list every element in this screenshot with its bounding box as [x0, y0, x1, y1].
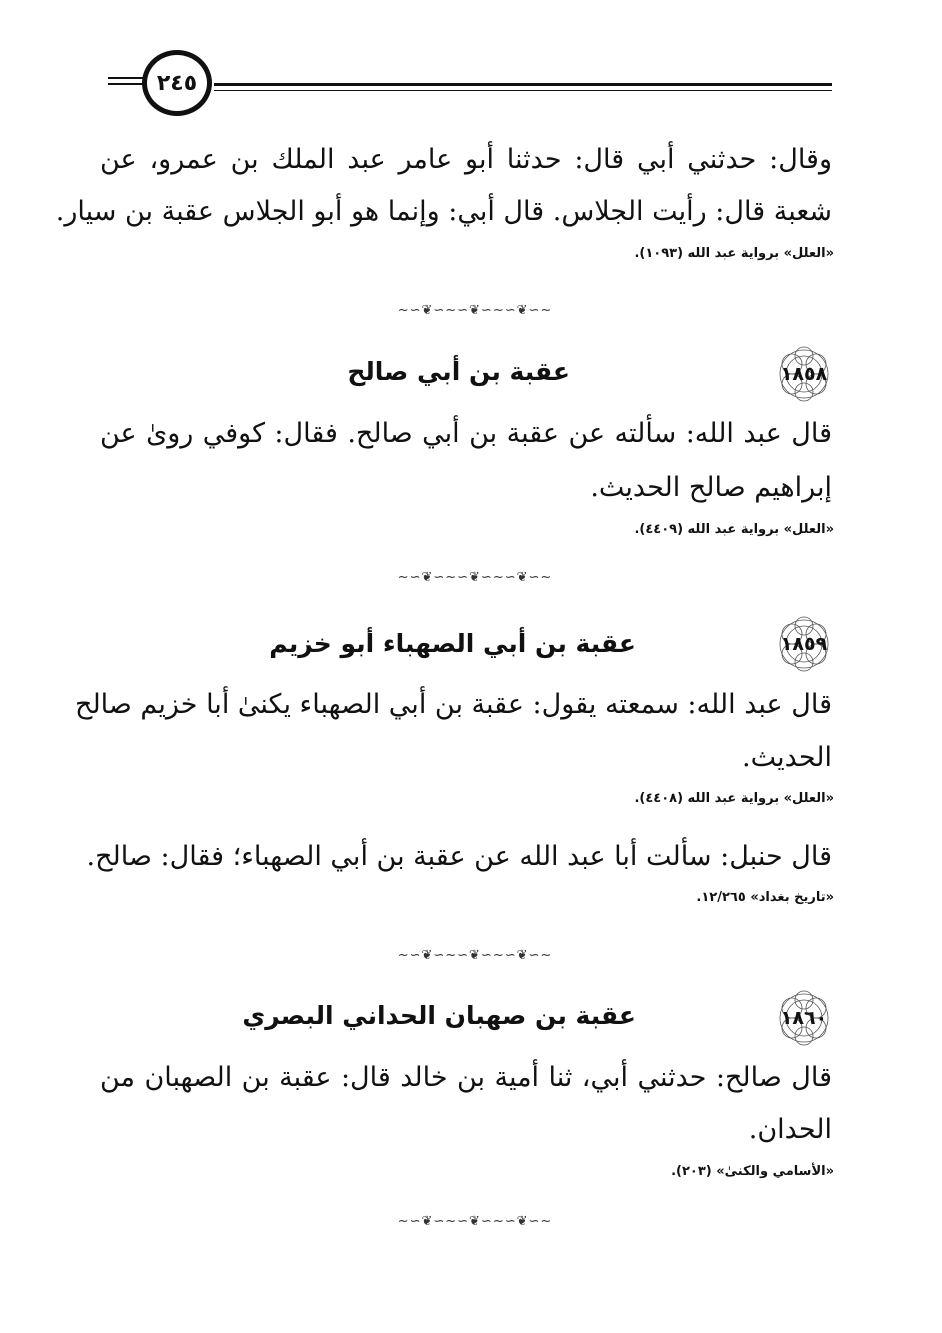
text-line: إبراهيم صالح الحديث. — [590, 472, 832, 503]
entry-number-badge — [768, 346, 840, 402]
ornament-divider: ~∽❦∽~∽❦∽~∽❦∽~ — [397, 948, 553, 963]
entry-number: ١٨٦٠ — [780, 1007, 828, 1029]
entry-number-badge — [768, 616, 840, 672]
reference-citation: «العلل» برواية عبد الله (١٠٩٣). — [634, 246, 834, 261]
page-number: ٢٤٥ — [142, 50, 212, 116]
text-line: الحدان. — [748, 1114, 832, 1145]
text-line: قال عبد الله: سمعته يقول: عقبة بن أبي الصهباء يكنىٰ أبا خزيم صالح — [75, 689, 832, 720]
reference-citation: «تاريخ بغداد» ١٢/٢٦٥. — [696, 890, 834, 905]
text-line: وقال: حدثني أبي قال: حدثنا أبو عامر عبد الملك بن عمرو، عن — [100, 144, 832, 175]
reference-citation: «العلل» برواية عبد الله (٤٤٠٨). — [634, 791, 834, 806]
reference-citation: «الأسامي والكنىٰ» (٢٠٣). — [671, 1164, 834, 1179]
text-line: شعبة قال: رأيت الجلاس. قال أبي: وإنما هو أبو الجلاس عقبة بن سيار. — [55, 196, 832, 227]
ornament-divider: ~∽❦∽~∽❦∽~∽❦∽~ — [397, 303, 553, 318]
entry-number: ١٨٥٨ — [780, 363, 828, 385]
reference-citation: «العلل» برواية عبد الله (٤٤٠٩). — [634, 522, 834, 537]
entry-number: ١٨٥٩ — [780, 633, 828, 655]
header-rule-right — [214, 83, 832, 86]
header-rule-right — [214, 90, 832, 91]
entry-title: عقبة بن أبي الصهباء أبو خزيم — [269, 629, 636, 658]
ornament-divider: ~∽❦∽~∽❦∽~∽❦∽~ — [397, 570, 553, 585]
ornament-divider: ~∽❦∽~∽❦∽~∽❦∽~ — [397, 1214, 553, 1229]
text-line: قال حنبل: سألت أبا عبد الله عن عقبة بن أبي الصهباء؛ فقال: صالح. — [86, 841, 832, 872]
entry-title: عقبة بن صهبان الحداني البصري — [242, 1001, 636, 1030]
text-line: قال صالح: حدثني أبي، ثنا أمية بن خالد قال: عقبة بن الصهبان من — [100, 1062, 832, 1093]
entry-number-badge — [768, 990, 840, 1046]
entry-title: عقبة بن أبي صالح — [347, 357, 570, 386]
text-line: قال عبد الله: سألته عن عقبة بن أبي صالح. فقال: كوفي روىٰ عن — [100, 418, 832, 449]
text-line: الحديث. — [742, 742, 832, 773]
